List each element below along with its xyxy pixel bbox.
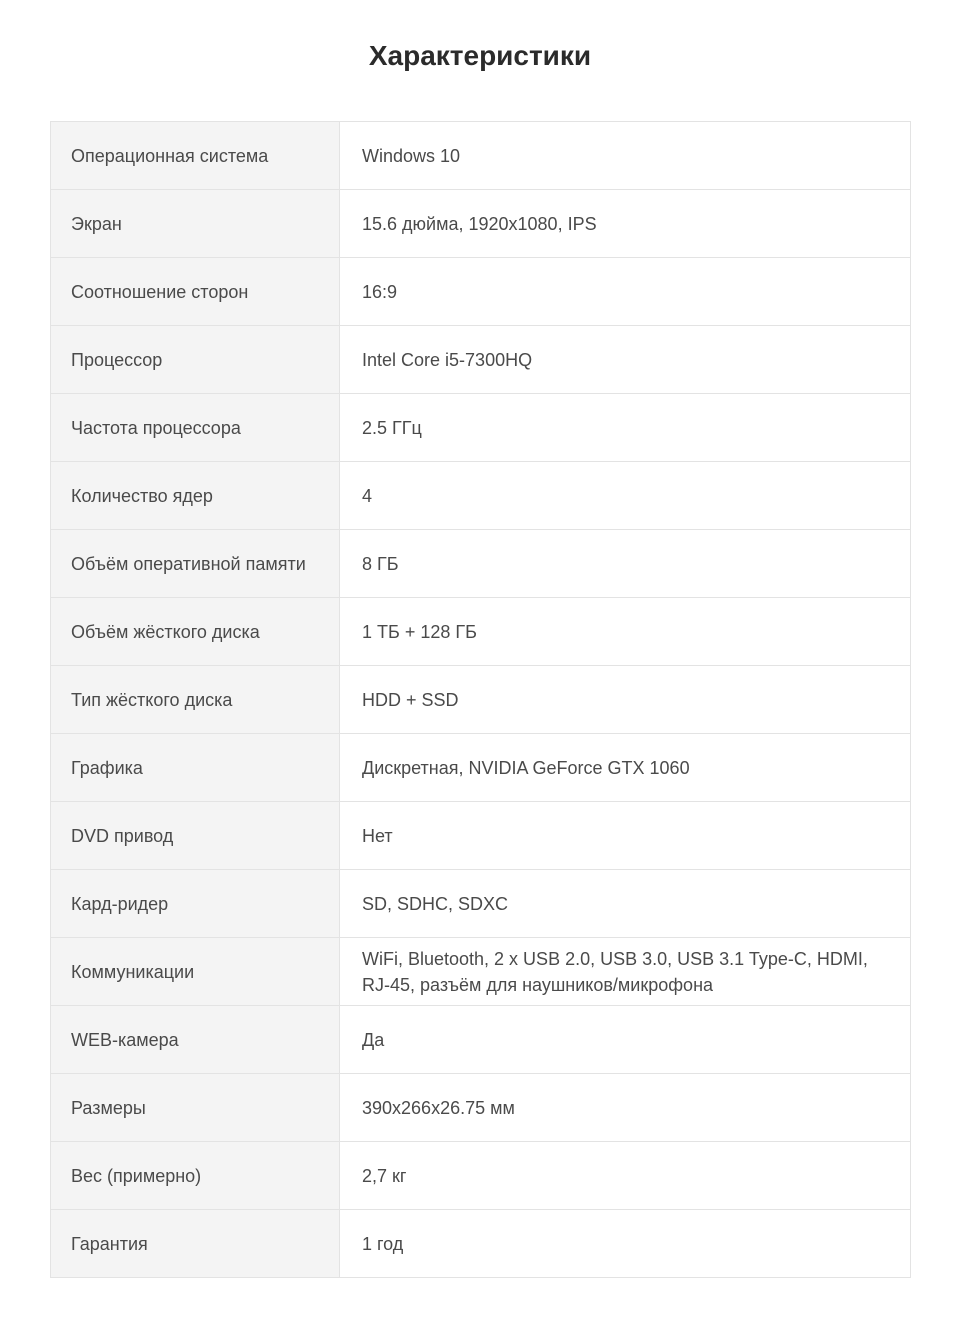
spec-value: 16:9 [340, 258, 911, 326]
spec-value: 8 ГБ [340, 530, 911, 598]
spec-value: 1 год [340, 1210, 911, 1278]
spec-value: 1 ТБ + 128 ГБ [340, 598, 911, 666]
spec-label: Размеры [51, 1074, 340, 1142]
spec-row-dvd [51, 802, 911, 870]
spec-label: Операционная система [51, 122, 340, 190]
spec-row-storage-type [51, 666, 911, 734]
spec-label: Количество ядер [51, 462, 340, 530]
spec-label: DVD привод [51, 802, 340, 870]
spec-value: 2.5 ГГц [340, 394, 911, 462]
spec-value: HDD + SSD [340, 666, 911, 734]
spec-label: Объём оперативной памяти [51, 530, 340, 598]
spec-value: Нет [340, 802, 911, 870]
spec-row-storage [51, 598, 911, 666]
spec-row-os [51, 122, 911, 190]
spec-value: Да [340, 1006, 911, 1074]
spec-row-dimensions [51, 1074, 911, 1142]
spec-row-ram [51, 530, 911, 598]
spec-row-warranty [51, 1210, 911, 1278]
page-title: Характеристики [368, 40, 592, 71]
spec-row-cpu-frequency [51, 394, 911, 462]
spec-label: WEB-камера [51, 1006, 340, 1074]
spec-row-processor [51, 326, 911, 394]
spec-label: Тип жёсткого диска [51, 666, 340, 734]
spec-value: 15.6 дюйма, 1920x1080, IPS [340, 190, 911, 258]
spec-row-card-reader [51, 870, 911, 938]
spec-label: Гарантия [51, 1210, 340, 1278]
specs-table [50, 121, 911, 1278]
spec-row-webcam [51, 1006, 911, 1074]
spec-label: Соотношение сторон [51, 258, 340, 326]
spec-label: Частота процессора [51, 394, 340, 462]
spec-label: Экран [51, 190, 340, 258]
spec-row-connectivity [51, 938, 911, 1006]
spec-label: Объём жёсткого диска [51, 598, 340, 666]
spec-row-aspect-ratio [51, 258, 911, 326]
spec-label: Коммуникации [51, 938, 340, 1006]
spec-row-screen [51, 190, 911, 258]
spec-label: Вес (примерно) [51, 1142, 340, 1210]
spec-label: Кард-ридер [51, 870, 340, 938]
spec-value: Intel Core i5-7300HQ [340, 326, 911, 394]
spec-row-cores [51, 462, 911, 530]
spec-value: 390x266x26.75 мм [340, 1074, 911, 1142]
spec-value: WiFi, Bluetooth, 2 x USB 2.0, USB 3.0, USB 3.1 Type-C, HDMI, RJ-45, разъём для наушников/микрофона [340, 938, 911, 1006]
spec-value: 2,7 кг [340, 1142, 911, 1210]
spec-value: Дискретная, NVIDIA GeForce GTX 1060 [340, 734, 911, 802]
spec-value: Windows 10 [340, 122, 911, 190]
spec-value: SD, SDHC, SDXC [340, 870, 911, 938]
spec-row-graphics [51, 734, 911, 802]
spec-value: 4 [340, 462, 911, 530]
spec-row-weight [51, 1142, 911, 1210]
spec-label: Графика [51, 734, 340, 802]
spec-label: Процессор [51, 326, 340, 394]
